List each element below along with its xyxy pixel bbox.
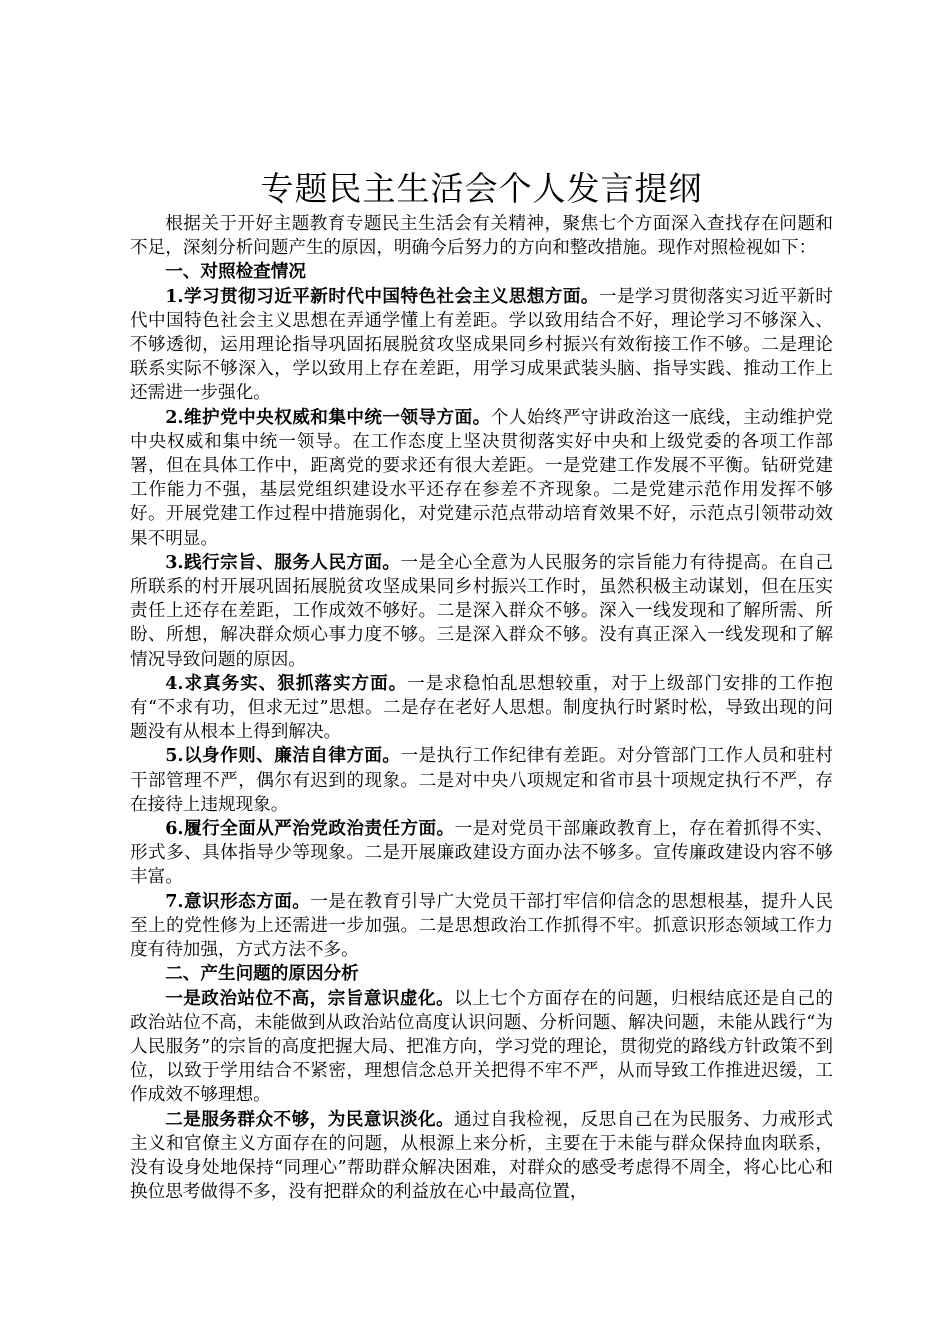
reason-title: 一是政治站位不高，宗旨意识虚化。 (165, 987, 455, 1009)
document-page (130, 168, 833, 1204)
item-title: 6.履行全面从严治党政治责任方面。 (165, 818, 455, 840)
item-title: 2.维护党中央权威和集中统一领导方面。 (165, 406, 491, 428)
item-title: 4.求真务实、狠抓落实方面。 (165, 672, 408, 694)
reason-paragraph-2 (130, 1108, 833, 1205)
item-body: 一是全心全意为人民服务的宗旨能力有待提高。在自己所联系的村开展巩固拓展脱贫攻坚成果同乡村振兴工作时，虽然积极主动谋划，但在压实责任上还存在差距，工作成效不够好。二是深入群众不够。深入一线发现和了解所需、所盼、所想，解决群众烦心事力度不够。三是深入群众不够。没有真正深入一线发现和了解情况导致问题的原因。 (130, 552, 833, 670)
item-title: 7.意识形态方面。 (165, 890, 311, 912)
item-body: 一是学习贯彻落实习近平新时代中国特色社会主义思想在弄通学懂上有差距。学以致用结合不好，理论学习不够深入、不够透彻，运用理论指导巩固拓展脱贫攻坚成果同乡村振兴有效衔接工作不够。二是理论联系实际不够深入，学以致用上存在差距，用学习成果武装头脑、指导实践、推动工作上还需进一步强化。 (130, 286, 833, 404)
reason-paragraph-1 (130, 987, 833, 1108)
section-heading-inspection: 一、对照检查情况 (165, 261, 306, 283)
reason-body: 以上七个方面存在的问题，归根结底还是自己的政治站位不高，未能做到从政治站位高度认识问题、分析问题、解决问题，未能从践行“为人民服务”的宗旨的高度把握大局、把准方向，学习党的理论，贯彻党的路线方针政策不到位，以致于学用结合不紧密，理想信念总开关把得不牢不严，从而导致工作推进迟缓，工作成效不够理想。 (130, 988, 833, 1106)
item-body: 一是执行工作纪律有差距。对分管部门工作人员和驻村干部管理不严，偶尔有迟到的现象。二是对中央八项规定和省市县十项规定执行不严，存在接待上违规现象。 (130, 746, 833, 815)
item-paragraph-1 (130, 285, 833, 406)
item-body: 一是求稳怕乱思想较重，对于上级部门安排的工作抱有“不求有功，但求无过”思想。二是存在老好人思想。制度执行时紧时松，导致出现的问题没有从根本上得到解决。 (130, 673, 833, 743)
item-paragraph-6 (130, 817, 833, 890)
item-paragraph-4 (130, 672, 833, 745)
item-body: 个人始终严守讲政治这一底线，主动维护党中央权威和集中统一领导。在工作态度上坚决贯彻落实好中央和上级党委的各项工作部署，但在具体工作中，距离党的要求还有很大差距。一是党建工作发展不平衡。钻研党建工作能力不强，基层党组织建设水平还存在参差不齐现象。二是党建示范作用发挥不够好。开展党建工作过程中措施弱化，对党建示范点带动培育效果不好，示范点引领带动效果不明显。 (130, 407, 833, 549)
reason-body: 通过自我检视，反思自己在为民服务、力戒形式主义和官僚主义方面存在的问题，从根源上来分析，主要在于未能与群众保持血肉联系，没有设身处地保持“同理心”帮助群众解决困难，对群众的感受考虑得不周全，将心比心和换位思考做得不多，没有把群众的利益放在心中最高位置， (130, 1109, 833, 1203)
section-heading-causes: 二、产生问题的原因分析 (165, 963, 359, 985)
reason-title: 二是服务群众不够，为民意识淡化。 (165, 1108, 455, 1130)
item-title: 3.践行宗旨、服务人民方面。 (165, 551, 401, 573)
item-paragraph-2 (130, 406, 833, 551)
item-paragraph-7 (130, 890, 833, 963)
item-paragraph-5 (130, 744, 833, 817)
intro-paragraph: 根据关于开好主题教育专题民主生活会有关精神，聚焦七个方面深入查找存在问题和不足，深刻分析问题产生的原因，明确今后努力的方向和整改措施。现作对照检视如下： (130, 214, 833, 259)
document-title: 专题民主生活会个人发言提纲 (260, 169, 703, 208)
item-body: 一是对党员干部廉政教育上，存在着抓得不实、形式多、具体指导少等现象。二是开展廉政建设方面办法不够多。宣传廉政建设内容不够丰富。 (130, 819, 833, 888)
item-title: 1.学习贯彻习近平新时代中国特色社会主义思想方面。 (165, 285, 599, 307)
item-body: 一是在教育引导广大党员干部打牢信仰信念的思想根基，提升人民至上的党性修为上还需进一步加强。二是思想政治工作抓得不牢。抓意识形态领域工作力度有待加强，方式方法不多。 (130, 891, 833, 961)
item-title: 5.以身作则、廉洁自律方面。 (165, 745, 401, 767)
item-paragraph-3 (130, 551, 833, 672)
